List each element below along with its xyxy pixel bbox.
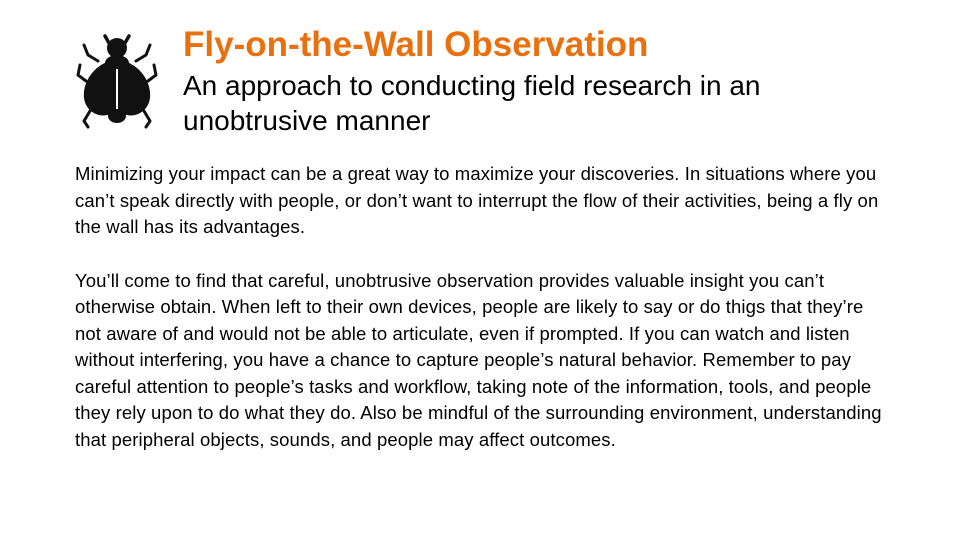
slide-subtitle: An approach to conducting field research in an unobtrusive manner — [183, 70, 761, 136]
paragraph-intro: Minimizing your impact can be a great way to maximize your discoveries. In situations where you can’t speak directly with people, or don’t want to interrupt the flow of their activities, being a fly on the wall has its advantages. — [75, 163, 879, 237]
fly-icon — [74, 33, 160, 131]
paragraph-details: You’ll come to find that careful, unobtrusive observation provides valuable insight you can’t otherwise obtain. When left to their own devices, people are likely to say or do thigs that they’re not aware of and would not be able to articulate, even if prompted. If you can watch and listen without interfering, you have a chance to capture people’s natural behavior. Remember to pay careful attention to people’s tasks and workflow, taking note of the information, tools, and people they rely upon to do what they do. Also be mindful of the surrounding environment, understanding that peripheral objects, sounds, and people may affect outcomes. — [75, 269, 882, 450]
body-text — [75, 161, 890, 480]
slide-title: Fly-on-the-Wall Observation — [183, 25, 649, 64]
